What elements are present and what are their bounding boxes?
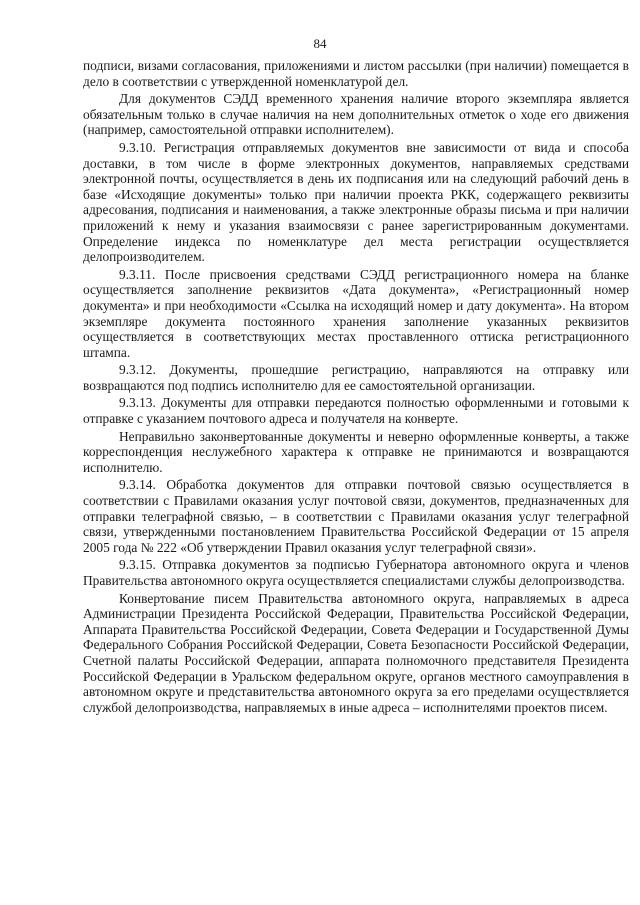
- paragraph-9-3-10: 9.3.10. Регистрация отправляемых документов вне зависимости от вида и способа доставки, в том числе в форме электронных документов, направляемых средствами электронной почты, осуществляется в день их подписания или на следующий рабочий день в базе «Исходящие документы» только при наличии проекта РКК, содержащего реквизиты адресования, подписания и наименования, а также электронные образы письма и при наличии приложений к нему и указания взаимосвязи с ранее зарегистрированным документами. Определение индекса по номенклатуре дел места регистрации осуществляется делопроизводителем.: [83, 139, 629, 265]
- paragraph-9-3-15: 9.3.15. Отправка документов за подписью Губернатора автономного округа и членов Правительства автономного округа осуществляется специалистами службы делопроизводства.: [83, 557, 629, 588]
- document-body: [83, 58, 629, 717]
- paragraph-9-3-13: 9.3.13. Документы для отправки передаются полностью оформленными и готовыми к отправке с указанием почтового адреса и получателя на конверте.: [83, 395, 629, 427]
- paragraph-9-3-14: 9.3.14. Обработка документов для отправки почтовой связью осуществляется в соответствии с Правилами оказания услуг почтовой связи, документов, предназначенных для отправки телеграфной связью, – в соответствии с Правилами оказания услуг телеграфной связи, утвержденными постановлением Правительства Российской Федерации от 15 апреля 2005 года № 222 «Об утверждении Правил оказания услуг телеграфной связи».: [83, 477, 629, 555]
- paragraph-1: подписи, визами согласования, приложениями и листом рассылки (при наличии) помещается в дело в соответствии с утвержденной номенклатурой дел.: [83, 58, 629, 89]
- paragraph-envelopes: Конвертование писем Правительства автономного округа, направляемых в адреса Администрации Президента Российской Федерации, Правительства Российской Федерации, Аппарата Правительства Российской Федерации, Совета Федерации и Государственной Думы Федерального Собрания Российской Федерации, Совета Безопасности Российской Федерации, Счетной палаты Российской Федерации, аппарата полномочного представителя Президента Российской Федерации в Уральском федеральном округе, органов местного самоуправления в автономном округе и представительства автономного округа за его пределами осуществляется службой делопроизводства, направляемых в иные адреса – исполнителями проектов писем.: [83, 590, 629, 715]
- paragraph-9-3-12: 9.3.12. Документы, прошедшие регистрацию, направляются на отправку или возвращаются под подпись исполнителю для ее самостоятельной организации.: [83, 362, 629, 393]
- page-number: 84: [313, 36, 327, 51]
- paragraph-2: Для документов СЭДД временного хранения наличие второго экземпляра является обязательным только в случае наличия на нем дополнительных отметок о ходе его движения (например, самостоятельной отправки исполнителем).: [83, 91, 629, 138]
- paragraph-misaddressed: Неправильно законвертованные документы и неверно оформленные конверты, а также корреспонденция неслужебного характера к отправке не принимаются и возвращаются исполнителю.: [83, 428, 629, 475]
- paragraph-9-3-11: 9.3.11. После присвоения средствами СЭДД регистрационного номера на бланке осуществляется заполнение реквизитов «Дата документа», «Регистрационный номер документа» и при необходимости «Ссылка на исходящий номер и дату документа». На втором экземпляре документа постоянного хранения заполнение указанных реквизитов осуществляется в соответствующих местах проставленного оттиска регистрационного штампа.: [83, 266, 629, 360]
